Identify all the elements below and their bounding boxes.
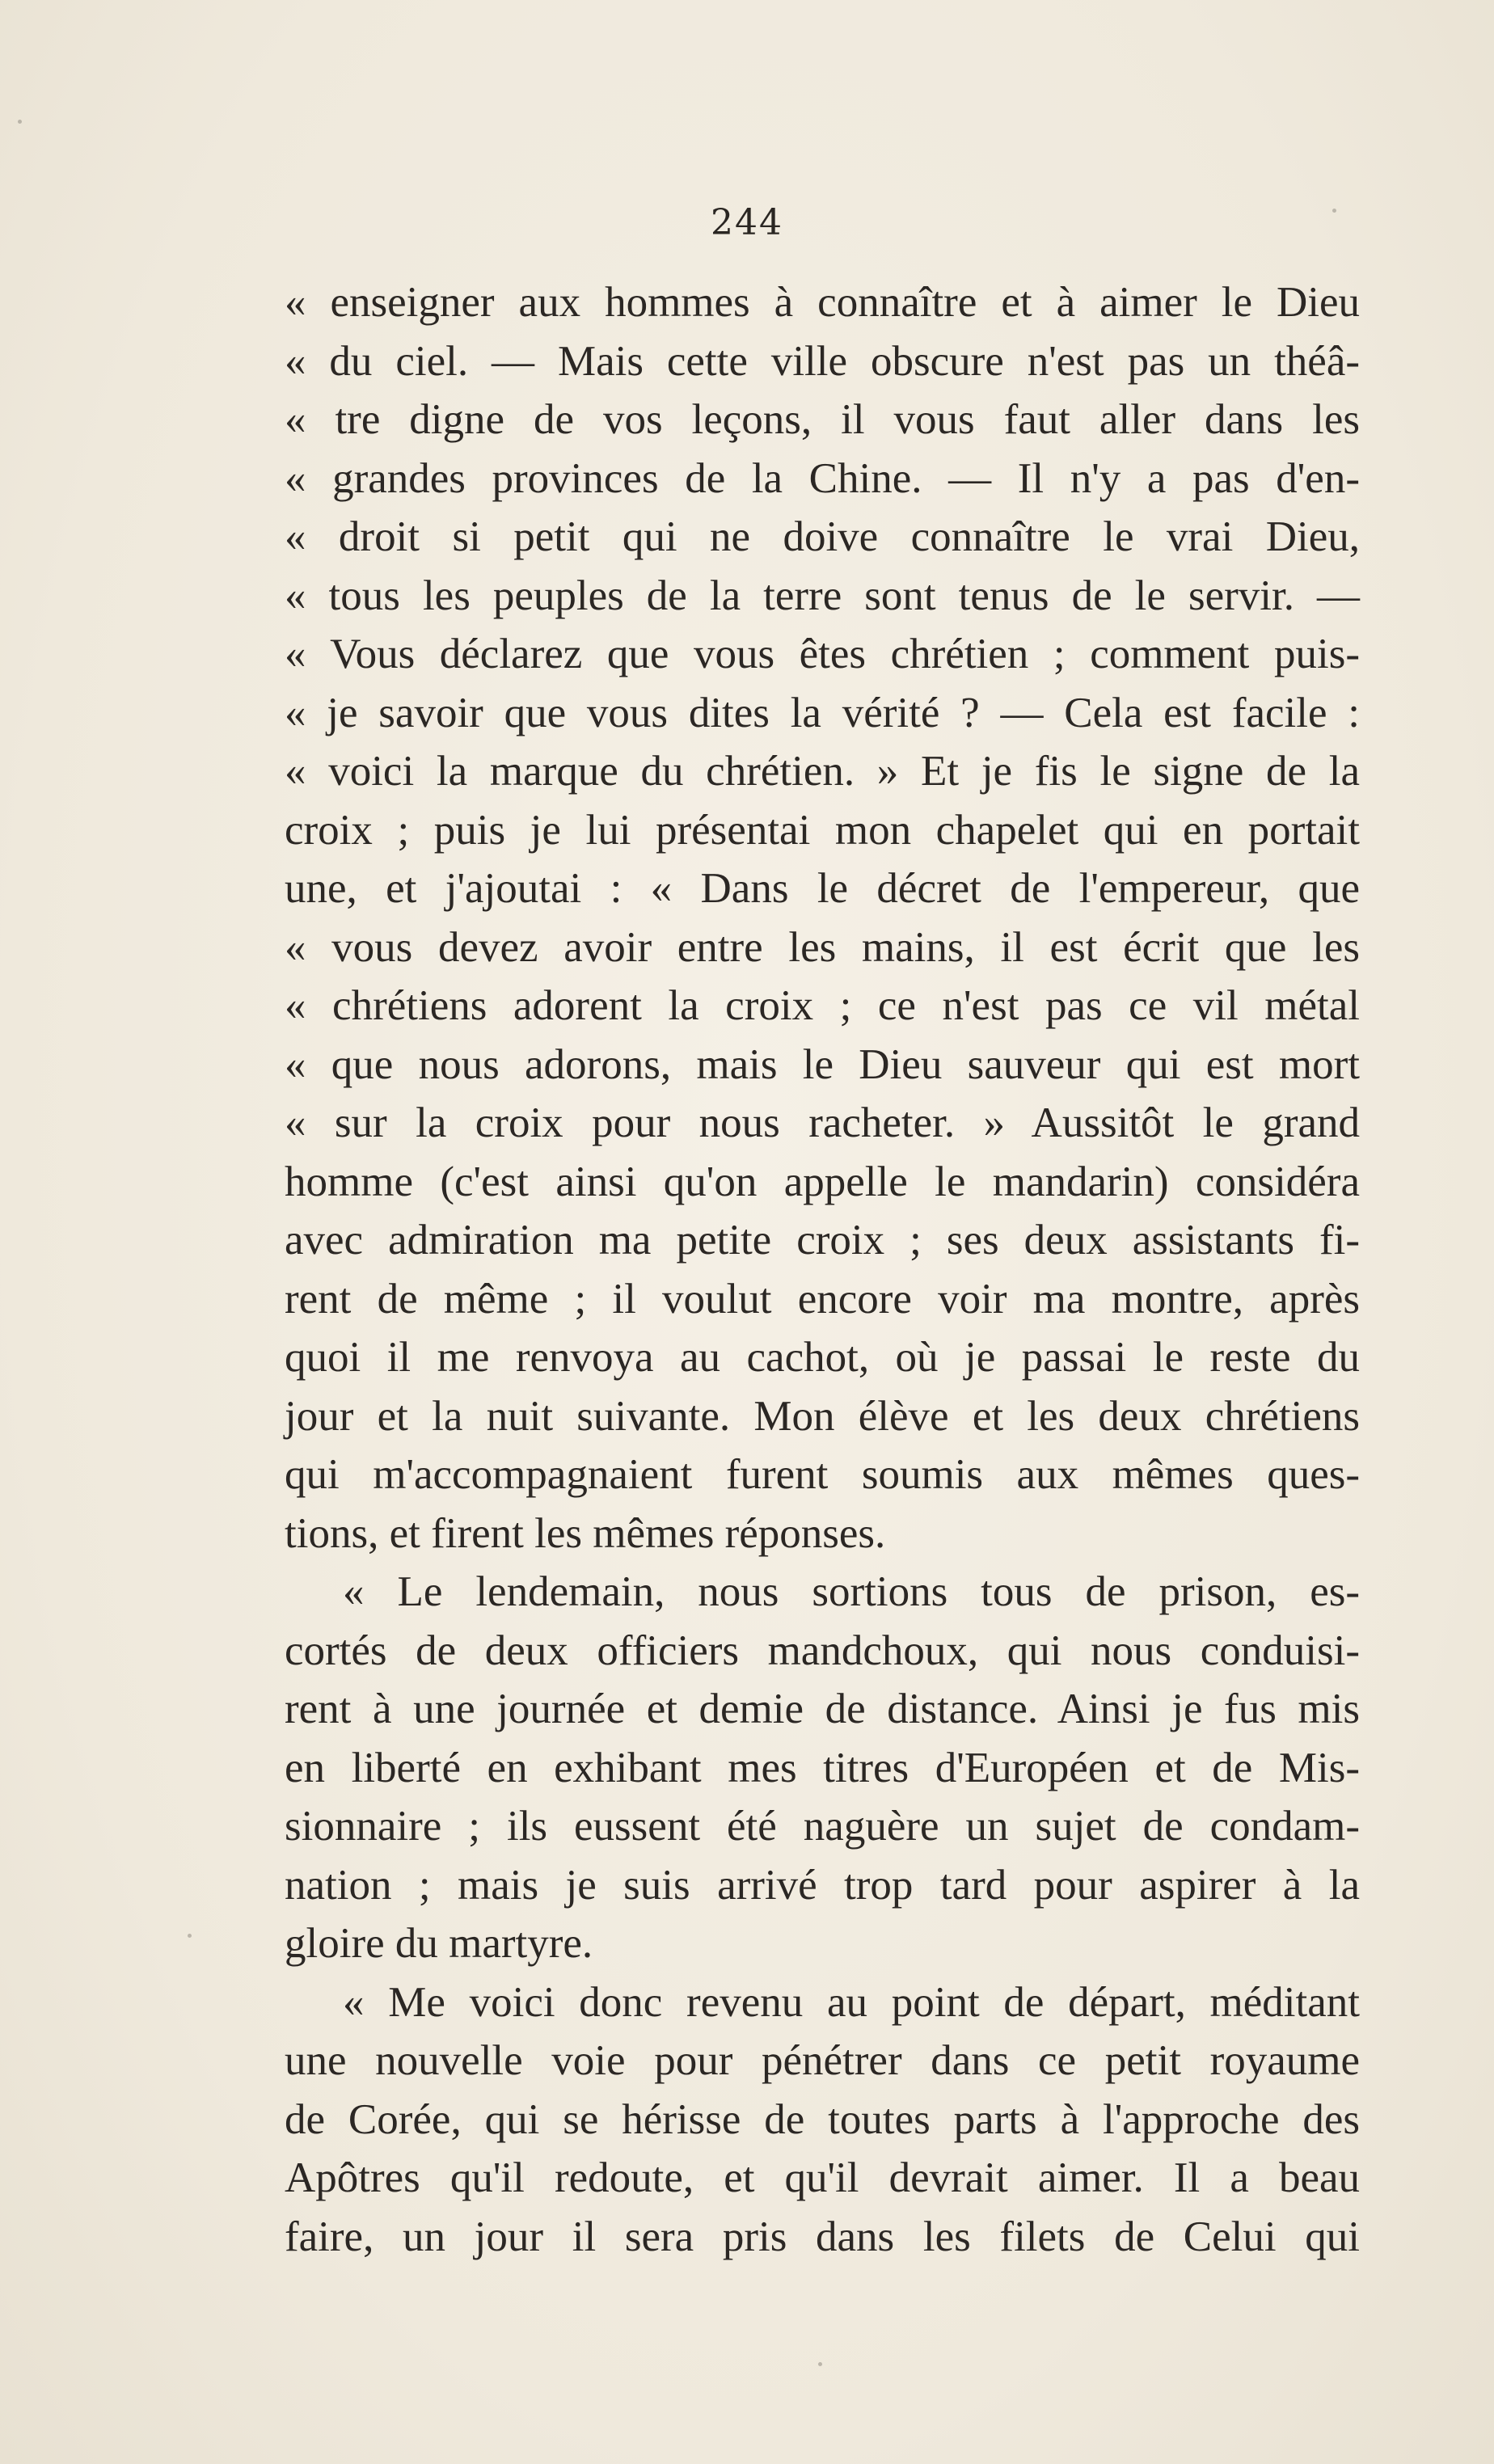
body-text [285, 273, 1360, 2266]
paragraph-end-line: gloire du martyre. [285, 1920, 593, 1967]
paragraph-start-line: « Me voici donc revenu au point de départ, méditant [343, 1978, 1360, 2026]
text-line: avec admiration ma petite croix ; ses deux assistants fi- [285, 1217, 1360, 1264]
paragraph-end-line: tions, et firent les mêmes réponses. [285, 1509, 886, 1557]
paper-speck [1332, 209, 1336, 213]
text-line: « du ciel. — Mais cette ville obscure n'est pas un théâ- [285, 337, 1360, 385]
text-line: faire, un jour il sera pris dans les filets de Celui qui [285, 2213, 1360, 2260]
text-line: « tre digne de vos leçons, il vous faut aller dans les [285, 396, 1360, 443]
text-line: « enseigner aux hommes à connaître et à aimer le Dieu [285, 279, 1360, 326]
paper-speck [18, 120, 22, 124]
paper-speck [188, 1934, 192, 1938]
text-line: rent à une journée et demie de distance. Ainsi je fus mis [285, 1686, 1360, 1732]
text-line: une nouvelle voie pour pénétrer dans ce petit royaume [285, 2037, 1360, 2084]
text-line: « droit si petit qui ne doive connaître le vrai Dieu, [285, 513, 1360, 560]
text-line: croix ; puis je lui présentai mon chapelet qui en portait [285, 806, 1360, 854]
text-line: homme (c'est ainsi qu'on appelle le mandarin) considéra [285, 1158, 1360, 1205]
page-number: 244 [711, 202, 783, 243]
text-line: nation ; mais je suis arrivé trop tard pour aspirer à la [285, 1861, 1360, 1909]
text-line: « vous devez avoir entre les mains, il est écrit que les [285, 923, 1360, 971]
text-line: « sur la croix pour nous racheter. » Aussitôt le grand [285, 1099, 1360, 1146]
text-line: « je savoir que vous dites la vérité ? — Cela est facile : [285, 689, 1360, 736]
text-line: Apôtres qu'il redoute, et qu'il devrait aimer. Il a beau [285, 2154, 1360, 2201]
text-line: de Corée, qui se hérisse de toutes parts à l'approche des [285, 2095, 1360, 2143]
text-line: « Vous déclarez que vous êtes chrétien ; comment puis- [285, 631, 1360, 677]
text-line: rent de même ; il voulut encore voir ma montre, après [285, 1275, 1360, 1323]
text-line: cortés de deux officiers mandchoux, qui nous conduisi- [285, 1626, 1360, 1674]
text-line: « tous les peuples de la terre sont tenus de le servir. — [285, 572, 1360, 619]
text-line: « voici la marque du chrétien. » Et je fis le signe de la [285, 748, 1360, 795]
text-line: sionnaire ; ils eussent été naguère un sujet de condam- [285, 1803, 1360, 1850]
text-line: qui m'accompagnaient furent soumis aux mêmes ques- [285, 1451, 1360, 1498]
text-line: en liberté en exhibant mes titres d'Européen et de Mis- [285, 1744, 1360, 1791]
paragraph-start-line: « Le lendemain, nous sortions tous de prison, es- [343, 1568, 1360, 1615]
paper-speck [818, 2362, 822, 2366]
text-line: jour et la nuit suivante. Mon élève et les deux chrétiens [285, 1392, 1360, 1440]
text-line: « chrétiens adorent la croix ; ce n'est pas ce vil métal [285, 982, 1360, 1029]
text-line: « grandes provinces de la Chine. — Il n'y a pas d'en- [285, 454, 1360, 502]
text-line: quoi il me renvoya au cachot, où je passai le reste du [285, 1334, 1360, 1381]
text-line: « que nous adorons, mais le Dieu sauveur qui est mort [285, 1040, 1360, 1088]
text-line: une, et j'ajoutai : « Dans le décret de l'empereur, que [285, 865, 1360, 912]
